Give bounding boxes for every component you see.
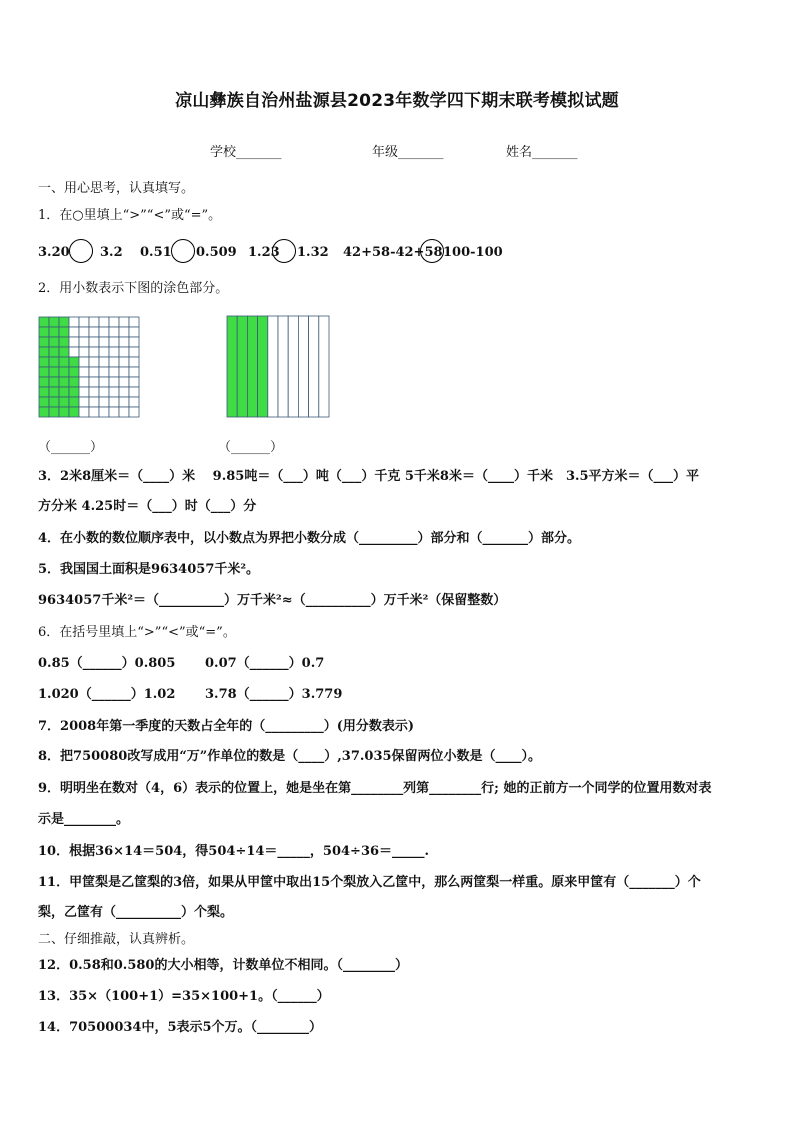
strip-segment <box>258 316 268 417</box>
grid-cell <box>109 377 119 387</box>
strip-segment <box>278 316 288 417</box>
question-6-row-1 <box>38 655 768 673</box>
strip-segment <box>227 316 237 417</box>
grid-cell <box>49 367 59 377</box>
strip-segment <box>247 316 257 417</box>
grid-cell <box>109 357 119 367</box>
grid-cell <box>69 327 79 337</box>
grid-cell <box>79 327 89 337</box>
grid-cell <box>119 317 129 327</box>
grid-cell <box>49 407 59 417</box>
grid-cell <box>59 367 69 377</box>
q1-item-left: 42+58-42+58 <box>343 245 443 260</box>
question-8: 8．把750080改写成用“万”作单位的数是（____）,37.035保留两位小数是（____）。 <box>38 749 542 764</box>
grade-field[interactable]: 年级_______ <box>372 145 444 160</box>
grid-cell <box>59 347 69 357</box>
grid-cell <box>69 367 79 377</box>
grid-cell <box>89 327 99 337</box>
answer-circle[interactable] <box>69 239 93 263</box>
grid-cell <box>39 357 49 367</box>
q2-answer-1[interactable]: （______） <box>38 440 104 455</box>
answer-circle[interactable] <box>272 239 296 263</box>
grid-cell <box>99 397 109 407</box>
grid-cell <box>129 357 139 367</box>
grid-cell <box>89 357 99 367</box>
grid-cell <box>99 327 109 337</box>
strip-segment <box>298 316 308 417</box>
grid-cell <box>69 357 79 367</box>
grid-cell <box>99 407 109 417</box>
q6-item: 3.78（______）3.779 <box>205 687 343 702</box>
strip-segment <box>237 316 247 417</box>
grid-cell <box>99 317 109 327</box>
grid-cell <box>129 327 139 337</box>
grid-cell <box>129 367 139 377</box>
question-1-stem: 1．在○里填上“>”“<”或“=”。 <box>38 208 222 223</box>
grid-cell <box>39 387 49 397</box>
grid-cell <box>39 327 49 337</box>
grid-cell <box>119 347 129 357</box>
q6-item: 0.85（______）0.805 <box>38 656 176 671</box>
strip-segment <box>268 316 278 417</box>
grid-cell <box>59 357 69 367</box>
question-5-line-2: 9634057千米²＝（__________）万千米²≈（__________）万千米²（保留整数） <box>38 593 507 608</box>
q1-item-left: 3.20 <box>38 245 70 260</box>
hundred-grid-figure <box>38 316 140 418</box>
grid-cell <box>49 327 59 337</box>
grid-cell <box>99 377 109 387</box>
grid-cell <box>119 377 129 387</box>
grid-cell <box>59 377 69 387</box>
grid-cell <box>49 337 59 347</box>
grid-cell <box>89 397 99 407</box>
grid-cell <box>89 317 99 327</box>
question-9-line-1: 9．明明坐在数对（4，6）表示的位置上，她是坐在第________列第________行; 她的正前方一个同学的位置用数对表 <box>38 781 712 796</box>
grid-cell <box>49 357 59 367</box>
q1-item-right: 0.509 <box>196 245 237 260</box>
grid-cell <box>109 367 119 377</box>
q1-item-left: 0.51 <box>140 245 172 260</box>
question-6-stem: 6．在括号里填上“>”“<”或“=”。 <box>38 625 236 640</box>
grid-cell <box>59 407 69 417</box>
grid-cell <box>99 367 109 377</box>
question-2-stem: 2．用小数表示下图的涂色部分。 <box>38 281 229 296</box>
school-field[interactable]: 学校_______ <box>210 145 282 160</box>
grid-cell <box>119 357 129 367</box>
grid-cell <box>109 347 119 357</box>
grid-cell <box>89 387 99 397</box>
grid-cell <box>39 347 49 357</box>
grid-cell <box>99 387 109 397</box>
grid-cell <box>69 337 79 347</box>
grid-cell <box>129 387 139 397</box>
grid-cell <box>129 347 139 357</box>
grid-cell <box>119 407 129 417</box>
strip-segment <box>288 316 298 417</box>
grid-cell <box>109 327 119 337</box>
tenths-strip-figure <box>226 315 330 418</box>
q6-item: 0.07（______）0.7 <box>205 656 325 671</box>
grid-cell <box>59 317 69 327</box>
question-11-line-1: 11．甲筐梨是乙筐梨的3倍，如果从甲筐中取出15个梨放入乙筐中，那么两筐梨一样重。原来甲筐有（_______）个 <box>38 875 701 890</box>
grid-cell <box>99 347 109 357</box>
grid-cell <box>49 347 59 357</box>
grid-cell <box>39 407 49 417</box>
q1-item-right: 3.2 <box>100 245 123 260</box>
grid-cell <box>59 337 69 347</box>
grid-cell <box>129 377 139 387</box>
question-1-items <box>38 242 768 266</box>
grid-cell <box>59 327 69 337</box>
question-9-line-2: 示是________。 <box>38 812 130 827</box>
grid-cell <box>79 337 89 347</box>
answer-circle[interactable] <box>420 239 444 263</box>
q6-item: 1.020（______）1.02 <box>38 687 176 702</box>
grid-cell <box>79 397 89 407</box>
section-heading-2: 二、仔细推敲，认真辨析。 <box>38 932 195 947</box>
question-5-line-1: 5．我国国土面积是9634057千米²。 <box>38 562 260 577</box>
grid-cell <box>89 407 99 417</box>
grid-cell <box>69 387 79 397</box>
grid-cell <box>79 387 89 397</box>
grid-cell <box>39 397 49 407</box>
grid-cell <box>49 377 59 387</box>
grid-cell <box>69 407 79 417</box>
grid-cell <box>119 327 129 337</box>
grid-cell <box>99 337 109 347</box>
question-14: 14．70500034中，5表示5个万。（________） <box>38 1020 323 1035</box>
grid-cell <box>109 397 119 407</box>
section-heading-1: 一、用心思考，认真填写。 <box>38 181 195 196</box>
grid-cell <box>69 317 79 327</box>
grid-cell <box>109 407 119 417</box>
q2-answer-2[interactable]: （______） <box>218 440 284 455</box>
grid-cell <box>69 377 79 387</box>
grid-cell <box>49 317 59 327</box>
name-field[interactable]: 姓名_______ <box>506 145 578 160</box>
grid-cell <box>39 317 49 327</box>
grid-cell <box>89 377 99 387</box>
grid-cell <box>129 337 139 347</box>
q1-item-left: 1.23 <box>248 245 280 260</box>
strip-segment <box>309 316 319 417</box>
question-12: 12．0.58和0.580的大小相等，计数单位不相同。（________） <box>38 958 408 973</box>
grid-cell <box>79 367 89 377</box>
grid-cell <box>99 357 109 367</box>
grid-cell <box>59 387 69 397</box>
question-10: 10．根据36×14＝504，得504÷14＝_____，504÷36＝_____. <box>38 844 430 859</box>
grid-cell <box>79 357 89 367</box>
grid-cell <box>119 397 129 407</box>
question-3-line-2: 方分米 4.25时＝（___）时（___）分 <box>38 499 257 514</box>
grid-cell <box>109 337 119 347</box>
grid-cell <box>69 397 79 407</box>
answer-circle[interactable] <box>171 239 195 263</box>
q1-item-right: 1.32 <box>297 245 329 260</box>
grid-cell <box>89 347 99 357</box>
question-7: 7．2008年第一季度的天数占全年的（_________）(用分数表示) <box>38 719 415 734</box>
question-4: 4．在小数的数位顺序表中，以小数点为界把小数分成（_________）部分和（_______）部分。 <box>38 531 581 546</box>
grid-cell <box>79 347 89 357</box>
grid-cell <box>109 387 119 397</box>
strip-segment <box>319 316 329 417</box>
grid-cell <box>49 387 59 397</box>
grid-cell <box>79 317 89 327</box>
grid-cell <box>79 407 89 417</box>
grid-cell <box>119 337 129 347</box>
grid-cell <box>129 317 139 327</box>
grid-cell <box>39 337 49 347</box>
question-6-row-2 <box>38 686 768 704</box>
grid-cell <box>109 317 119 327</box>
q1-item-right: 100-100 <box>443 245 503 260</box>
grid-cell <box>39 377 49 387</box>
grid-cell <box>59 397 69 407</box>
grid-cell <box>129 407 139 417</box>
question-13: 13．35×（100+1）=35×100+1。（______） <box>38 989 330 1004</box>
grid-cell <box>119 367 129 377</box>
grid-cell <box>119 387 129 397</box>
question-11-line-2: 梨，乙筐有（__________）个梨。 <box>38 905 234 920</box>
grid-cell <box>79 377 89 387</box>
grid-cell <box>89 367 99 377</box>
page-title: 凉山彝族自治州盐源县2023年数学四下期末联考模拟试题 <box>175 91 619 111</box>
grid-cell <box>69 347 79 357</box>
question-3-line-1: 3．2米8厘米＝（____）米 9.85吨＝（___）吨（___）千克 5千米8米＝（____）千米 3.5平方米＝（___）平 <box>38 469 700 484</box>
grid-cell <box>49 397 59 407</box>
grid-cell <box>129 397 139 407</box>
grid-cell <box>89 337 99 347</box>
grid-cell <box>39 367 49 377</box>
